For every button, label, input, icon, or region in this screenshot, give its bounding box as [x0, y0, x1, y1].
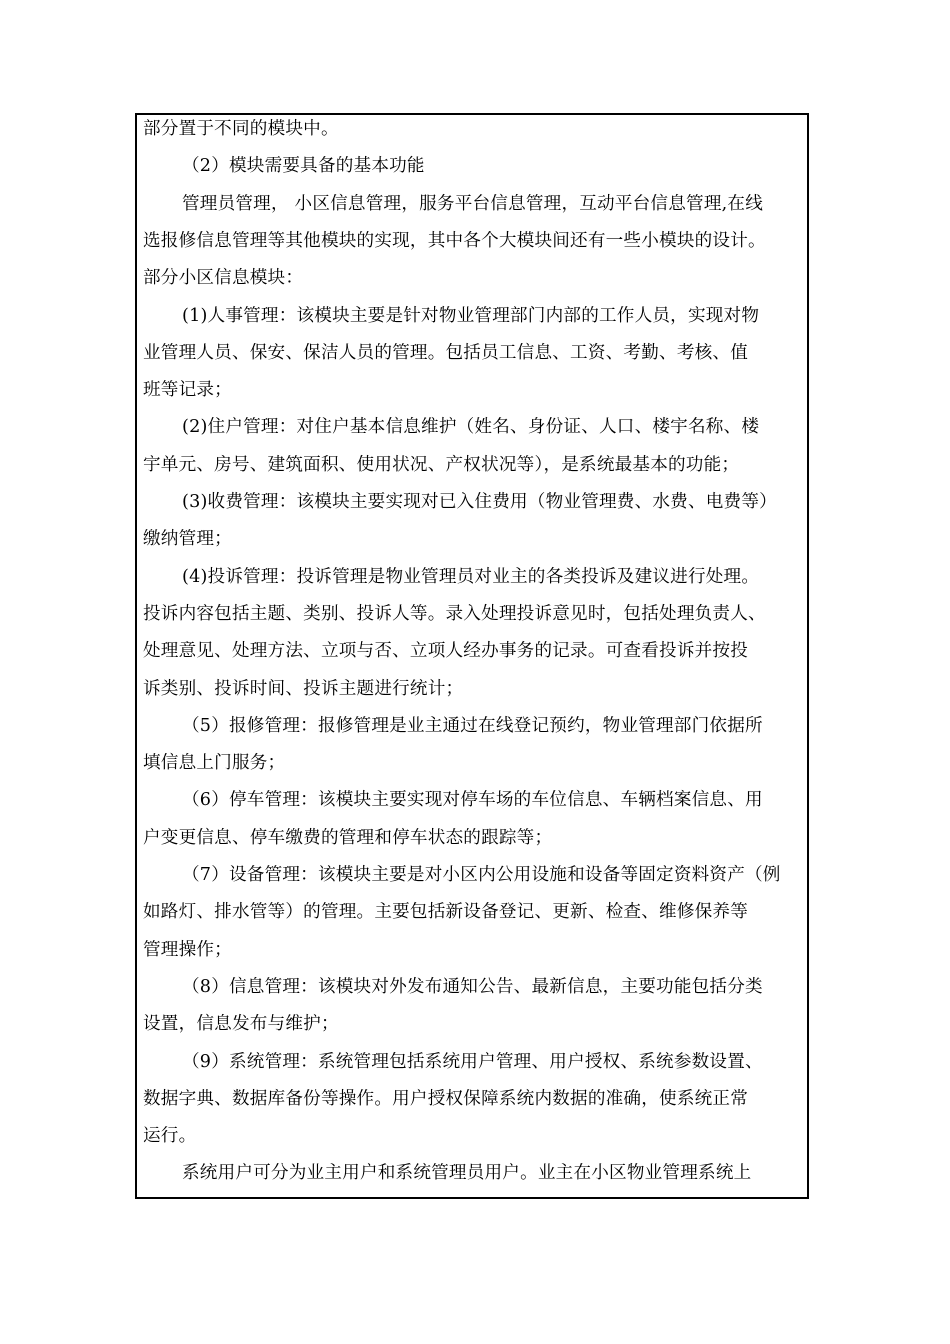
text-line: （7）设备管理：该模块主要是对小区内公用设施和设备等固定资料资产（例 [182, 865, 781, 885]
text-line: 部分置于不同的模块中。 [143, 119, 339, 139]
text-line: 选报修信息管理等其他模块的实现，其中各个大模块间还有一些小模块的设计。 [143, 230, 766, 251]
text-line: 设置，信息发布与维护； [143, 1014, 339, 1035]
text-line: 投诉内容包括主题、类别、投诉人等。录入处理投诉意见时，包括处理负责人、 [143, 603, 766, 624]
text-line: 管理员管理， 小区信息管理，服务平台信息管理，互动平台信息管理,在线 [182, 193, 763, 214]
text-line: （8）信息管理：该模块对外发布通知公告、最新信息，主要功能包括分类 [182, 976, 763, 997]
text-line: 部分小区信息模块： [143, 268, 304, 289]
text-line: 诉类别、投诉时间、投诉主题进行统计； [143, 678, 464, 699]
text-line: （5）报修管理：报修管理是业主通过在线登记预约，物业管理部门依据所 [182, 715, 763, 736]
text-line: 填信息上门服务； [143, 753, 286, 774]
text-line: 班等记录； [143, 380, 232, 401]
text-line: 业管理人员、保安、保洁人员的管理。包括员工信息、工资、考勤、考核、值 [143, 342, 748, 363]
text-line: 运行。 [143, 1126, 197, 1147]
text-line: 数据字典、数据库备份等操作。用户授权保障系统内数据的准确，使系统正常 [143, 1088, 748, 1109]
text-line: 处理意见、处理方法、立项与否、立项人经办事务的记录。可查看投诉并按投 [143, 641, 748, 662]
text-line: （9）系统管理：系统管理包括系统用户管理、用户授权、系统参数设置、 [182, 1051, 763, 1072]
text-line: 宇单元、房号、建筑面积、使用状况、产权状况等），是系统最基本的功能； [143, 454, 740, 475]
text-line: (1)人事管理：该模块主要是针对物业管理部门内部的工作人员，实现对物 [182, 305, 760, 326]
text-line: （6）停车管理：该模块主要实现对停车场的车位信息、车辆档案信息、用 [182, 790, 763, 811]
text-line: 管理操作； [143, 939, 232, 960]
text-line: 如路灯、排水管等）的管理。主要包括新设备登记、更新、检查、维修保养等 [143, 902, 748, 923]
text-line: 户变更信息、停车缴费的管理和停车状态的跟踪等； [143, 827, 553, 848]
text-line: （2）模块需要具备的基本功能 [182, 156, 425, 177]
text-line: (2)住户管理：对住户基本信息维护（姓名、身份证、人口、楼宇名称、楼 [182, 417, 760, 438]
text-line: (3)收费管理：该模块主要实现对已入住费用（物业管理费、水费、电费等） [182, 492, 777, 512]
text-line: (4)投诉管理：投诉管理是物业管理员对业主的各类投诉及建议进行处理。 [182, 566, 760, 587]
text-line: 缴纳管理； [143, 529, 232, 550]
text-line: 系统用户可分为业主用户和系统管理员用户。业主在小区物业管理系统上 [182, 1163, 752, 1184]
